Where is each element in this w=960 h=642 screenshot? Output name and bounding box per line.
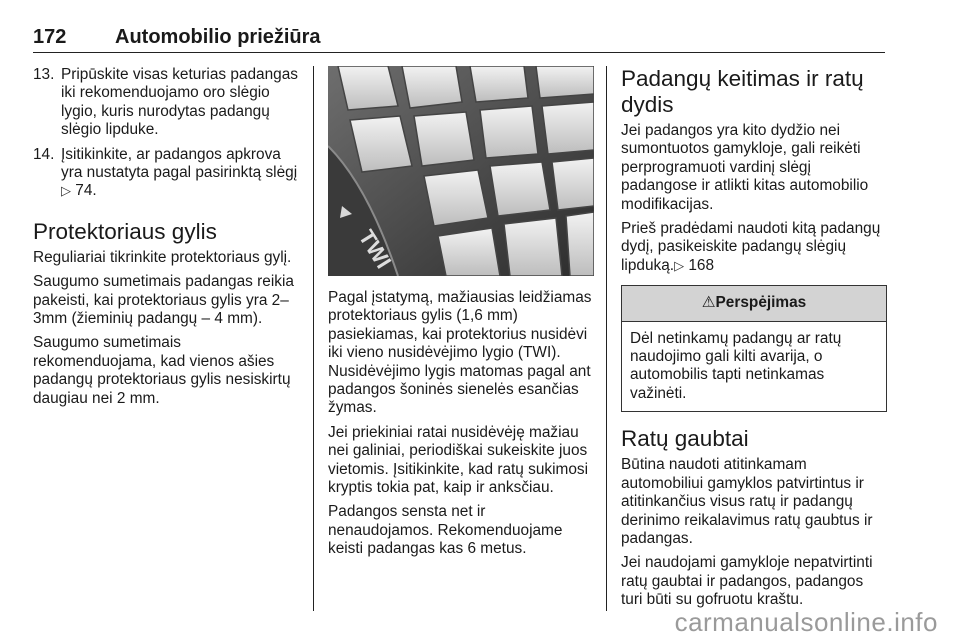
paragraph-with-reference	[621, 220, 887, 275]
column-divider-1	[313, 66, 314, 611]
steps-list	[33, 66, 303, 201]
paragraph: Pagal įstatymą, mažiausias leidžiamas protektoriaus gylis (1,6 mm) pasiekiamas, kai protektorius nusidėvi iki vieno nusidėvėjimo lygio (TWI). Nusidėvėjimo lygis matomas pagal ant padangos šoninės sienelės esančias žymas.	[328, 289, 592, 417]
paragraph: Jei naudojami gamykloje nepatvirtinti ratų gaubtai ir padangos, padangos turi būti su gofruotu kraštu.	[621, 554, 873, 609]
paragraph: Saugumo sumetimais padangas reikia pakeisti, kai protektoriaus gylis yra 2–3mm (žieminių padangų – 4 mm).	[33, 273, 294, 328]
paragraph: Jei padangos yra kito dydžio nei sumontuotos gamykloje, gali reikėti perprogramuoti vardinį slėgį padangose ir atlikti kitas automobilio modifikacijas.	[621, 122, 869, 213]
watermark: carmanualsonline.info	[674, 607, 938, 637]
paragraph: Būtina naudoti atitinkamam automobiliui gamyklos patvirtintus ir atitinkančius visus ratų ir padangų derinimo reikalavimus ratų gaubtus ir padangas.	[621, 456, 873, 547]
paragraph: Padangos sensta net ir nenaudojamos. Rekomenduojame keisti padangas kas 6 metus.	[328, 503, 563, 558]
section-heading-tread-depth: Protektoriaus gylis	[33, 218, 217, 244]
section-heading-tire-change: Padangų keitimas ir ratų dydis	[621, 66, 864, 117]
warning-title: Perspėjimas	[715, 294, 807, 312]
page-reference-icon: ▷	[61, 183, 71, 199]
step-number: 14.	[33, 145, 55, 163]
column-3	[621, 66, 887, 616]
column-2	[328, 66, 594, 565]
paragraph: Saugumo sumetimais rekomenduojama, kad vienos ašies padangų protektoriaus gylis nesiskirtų daugiau nei 2 mm.	[33, 334, 291, 407]
step-text: Įsitikinkite, ar padangos apkrova yra nustatyta pagal pasirinktą slėgį	[61, 145, 298, 182]
page-reference-link[interactable]: 168	[688, 256, 715, 274]
warning-icon: ⚠	[701, 294, 716, 312]
step-text: Pripūskite visas keturias padangas iki rekomenduojamo oro slėgio lygio, kuris nurodytas padangų slėgio lipduke.	[61, 66, 298, 139]
warning-body: Dėl netinkamų padangų ar ratų naudojimo gali kilti avarija, o automobilis tapti netinkamas važinėti.	[630, 329, 842, 402]
twi-label: TWI	[353, 225, 397, 273]
step-14	[33, 146, 303, 201]
column-1	[33, 66, 303, 414]
page-header	[33, 26, 885, 52]
section-heading-wheel-covers: Ratų gaubtai	[621, 426, 749, 452]
page-reference-icon: ▷	[674, 257, 685, 273]
tire-tread-image	[328, 66, 594, 276]
chapter-title: Automobilio priežiūra	[115, 26, 321, 48]
paragraph: Reguliariai tikrinkite protektoriaus gylį.	[33, 248, 292, 266]
column-divider-2	[606, 66, 607, 611]
paragraph: Jei priekiniai ratai nusidėvėję mažiau nei galiniai, periodiškai sukeiskite juos vietomis. Įsitikinkite, kad ratų sukimosi kryptis tokia pat, kaip ir anksčiau.	[328, 423, 589, 497]
page-reference-link[interactable]: 74.	[75, 182, 97, 200]
header-divider	[33, 52, 885, 53]
paragraph-text: Prieš pradėdami naudoti kitą padangų dydį, pasikeiskite padangų slėgių lipduką.	[621, 220, 881, 274]
page-number: 172	[33, 26, 67, 48]
step-number: 13.	[33, 66, 55, 83]
step-13	[33, 66, 303, 140]
warning-box	[621, 285, 887, 412]
warning-header	[622, 286, 886, 321]
tire-tread-illustration	[328, 66, 594, 276]
